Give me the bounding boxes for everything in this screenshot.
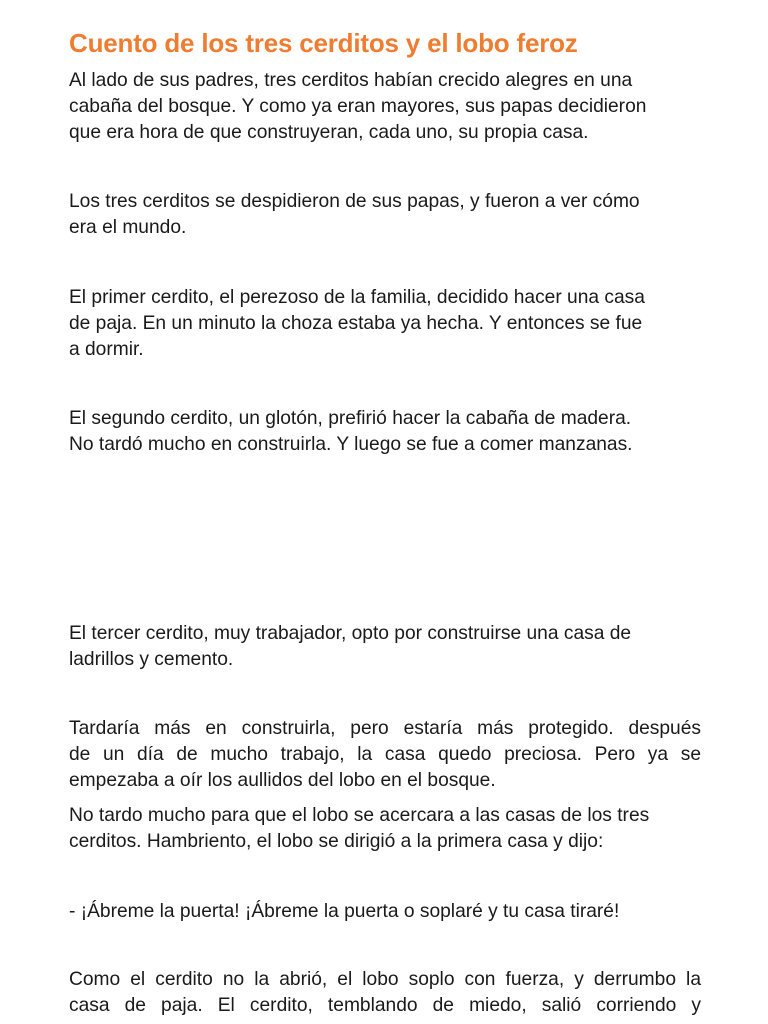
paragraph-7 (69, 803, 701, 855)
paragraph-8 (69, 899, 701, 925)
paragraph-line: El segundo cerdito, un glotón, prefirió hacer la cabaña de madera. (69, 408, 632, 429)
paragraph-line: No tardo mucho para que el lobo se acercara a las casas de los tres (69, 805, 650, 826)
paragraph-4 (69, 406, 701, 458)
paragraph-5 (69, 621, 701, 673)
paragraph-line: a dormir. (69, 339, 144, 360)
paragraph-3 (69, 285, 701, 363)
paragraph-line: Al lado de sus padres, tres cerditos habían crecido alegres en una (69, 70, 633, 91)
paragraph-line: - ¡Ábreme la puerta! ¡Ábreme la puerta o soplaré y tu casa tiraré! (69, 901, 620, 922)
paragraph-9 (69, 967, 701, 1019)
paragraph-line: de un día de mucho trabajo, la casa quedo preciosa. Pero ya se (69, 744, 701, 765)
paragraph-line: No tardó mucho en construirla. Y luego se fue a comer manzanas. (69, 434, 633, 455)
paragraph-6 (69, 716, 701, 794)
paragraph-line: Los tres cerditos se despidieron de sus papas, y fueron a ver cómo (69, 191, 640, 212)
paragraph-line: de paja. En un minuto la choza estaba ya hecha. Y entonces se fue (69, 313, 643, 334)
paragraph-line: El primer cerdito, el perezoso de la familia, decidido hacer una casa (69, 287, 645, 308)
document-title: Cuento de los tres cerditos y el lobo feroz (69, 28, 578, 58)
paragraph-line: Tardaría más en construirla, pero estaría más protegido. después (69, 718, 701, 739)
paragraph-line: empezaba a oír los aullidos del lobo en el bosque. (69, 770, 496, 791)
paragraph-line: que era hora de que construyeran, cada uno, su propia casa. (69, 122, 589, 143)
paragraph-line: Como el cerdito no la abrió, el lobo soplo con fuerza, y derrumbo la (69, 969, 701, 990)
paragraph-line: era el mundo. (69, 217, 187, 238)
paragraph-1 (69, 68, 701, 146)
paragraph-line: cabaña del bosque. Y como ya eran mayores, sus papas decidieron (69, 96, 647, 117)
paragraph-line: casa de paja. El cerdito, temblando de miedo, salió corriendo y (69, 995, 701, 1016)
paragraph-line: cerditos. Hambriento, el lobo se dirigió a la primera casa y dijo: (69, 831, 604, 852)
paragraph-2 (69, 189, 701, 241)
paragraph-line: El tercer cerdito, muy trabajador, opto por construirse una casa de (69, 623, 632, 644)
paragraph-line: ladrillos y cemento. (69, 649, 234, 670)
